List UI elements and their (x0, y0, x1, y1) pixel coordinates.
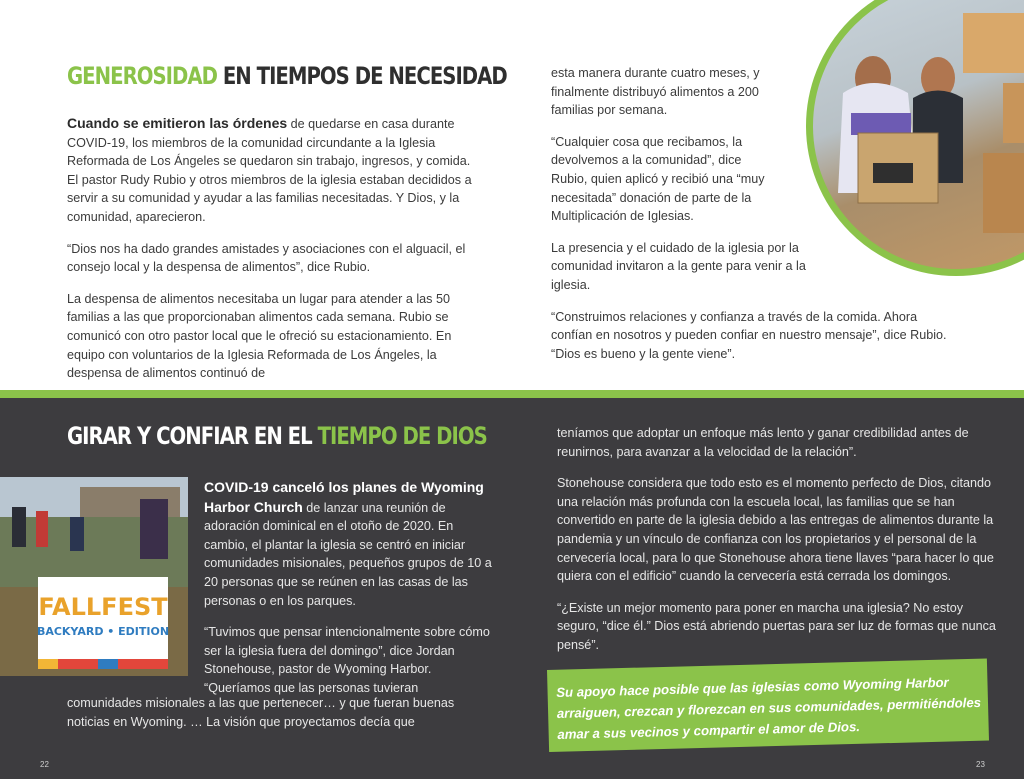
heading-accent: GENEROSIDAD (67, 62, 217, 90)
heading-rest: GIRAR Y CONFIAR EN EL (67, 422, 318, 450)
sign-title: FALLFEST (38, 593, 168, 621)
lead-in: Cuando se emitieron las órdenes (67, 115, 288, 131)
paragraph: Cuando se emitieron las órdenes de quedarse en casa durante COVID-19, los miembros de la comunidad circundante a la Iglesia Reformada de Los Ángeles se quedaron sin trabajo, ingresos, y comida. El pastor Rudy Rubio y otros miembros de la iglesia estaban decididos a servir a su comunidad y ayudar a las familias necesitadas. Y Dios, y la comunidad, aparecieron. (67, 115, 472, 224)
page-number-right: 23 (976, 760, 985, 769)
paragraph: “Construimos relaciones y confianza a través de la comida. Ahora confían en nosotros y pueden confiar en nuestro mensaje”, dice Rubio. “Dios es bueno y la gente viene”. (551, 309, 947, 361)
paragraph: COVID-19 canceló los planes de Wyoming Harbor Church de lanzar una reunión de adoración dominical en el otoño de 2020. En cambio, el plantar la iglesia se centró en iniciar comunidades misionales, pequeños grupos de 10 a 20 personas que se reúnen en las casas de las personas o en los parques. (204, 479, 492, 608)
bottom-right-column (557, 424, 997, 668)
right-column (551, 64, 947, 376)
heading-accent: TIEMPO DE DIOS (317, 422, 487, 450)
photo-fallfest-event (0, 477, 188, 676)
paragraph: “Cualquier cosa que recibamos, la devolvemos a la comunidad”, dice Rubio, quien aplicó y recibió una “muy necesitada” donación de parte de la Multiplicación de Iglesias. (551, 134, 765, 224)
bottom-left-continuation (67, 694, 477, 744)
heading-rest: EN TIEMPOS DE NECESIDAD (216, 62, 507, 90)
paragraph: comunidades misionales a las que pertenecer… y que fueran buenas noticias en Wyoming. … La visión que proyectamos decía que (67, 696, 455, 729)
lead-in: COVID-19 canceló los planes de Wyoming Harbor Church (204, 479, 484, 515)
sign-subtitle: BACKYARD • EDITION (36, 625, 170, 638)
left-column (67, 114, 477, 396)
paragraph: Stonehouse considera que todo esto es el momento perfecto de Dios, citando una relación más profunda con la escuela local, las familias que se han convertido en parte de la iglesia debido a las entregas de alimentos durante la pandemia y un vínculo de confianza con los propietarios y el personal de la cervecería local, para lo que Stonehouse ahora tiene llaves “para hacer lo que quiera con el edificio” cuando la cervecería está cerrada los domingos. (557, 476, 994, 584)
section-divider (0, 390, 1024, 398)
section-heading-generosidad (67, 62, 507, 90)
paragraph: “Tuvimos que pensar intencionalmente sobre cómo ser la iglesia fuera del domingo”, dice Jordan Stonehouse, pastor de Wyoming Harbor. “Queríamos que las personas tuvieran (204, 625, 490, 695)
section-heading-tiempo-de-dios (67, 422, 487, 450)
bottom-left-column (204, 478, 494, 711)
paragraph: “Dios nos ha dado grandes amistades y asociaciones con el alguacil, el consejo local y la despensa de alimentos”, dice Rubio. (67, 241, 466, 275)
paragraph: “¿Existe un mejor momento para poner en marcha una iglesia? No estoy seguro, “dice él.” Dios está abriendo puertas para ser luz de formas que nunca pensé”. (557, 600, 996, 652)
page-number-left: 22 (40, 760, 49, 769)
paragraph: La presencia y el cuidado de la iglesia por la comunidad invitaron a la gente para venir a la iglesia. (551, 240, 806, 292)
photo-illustration (0, 477, 188, 676)
paragraph: teníamos que adoptar un enfoque más lento y ganar credibilidad antes de reunirnos, para avanzar a la velocidad de la relación”. (557, 426, 969, 459)
paragraph: La despensa de alimentos necesitaba un lugar para atender a las 50 familias a las que proporcionaban alimentos cada semana. Rubio se comunicó con otro pastor local que le ofreció su estacionamiento. En equipo con voluntarios de la Iglesia Reformada de Los Ángeles, la despensa de alimentos continuó de (67, 291, 452, 381)
callout-text: Su apoyo hace posible que las iglesias como Wyoming Harbor arraiguen, crezcan y florezcan en sus comunidades, permitiéndoles amar a sus vecinos y compartir el amor de Dios. (556, 674, 982, 742)
paragraph: esta manera durante cuatro meses, y finalmente distribuyó alimentos a 200 familias por semana. (551, 66, 760, 118)
